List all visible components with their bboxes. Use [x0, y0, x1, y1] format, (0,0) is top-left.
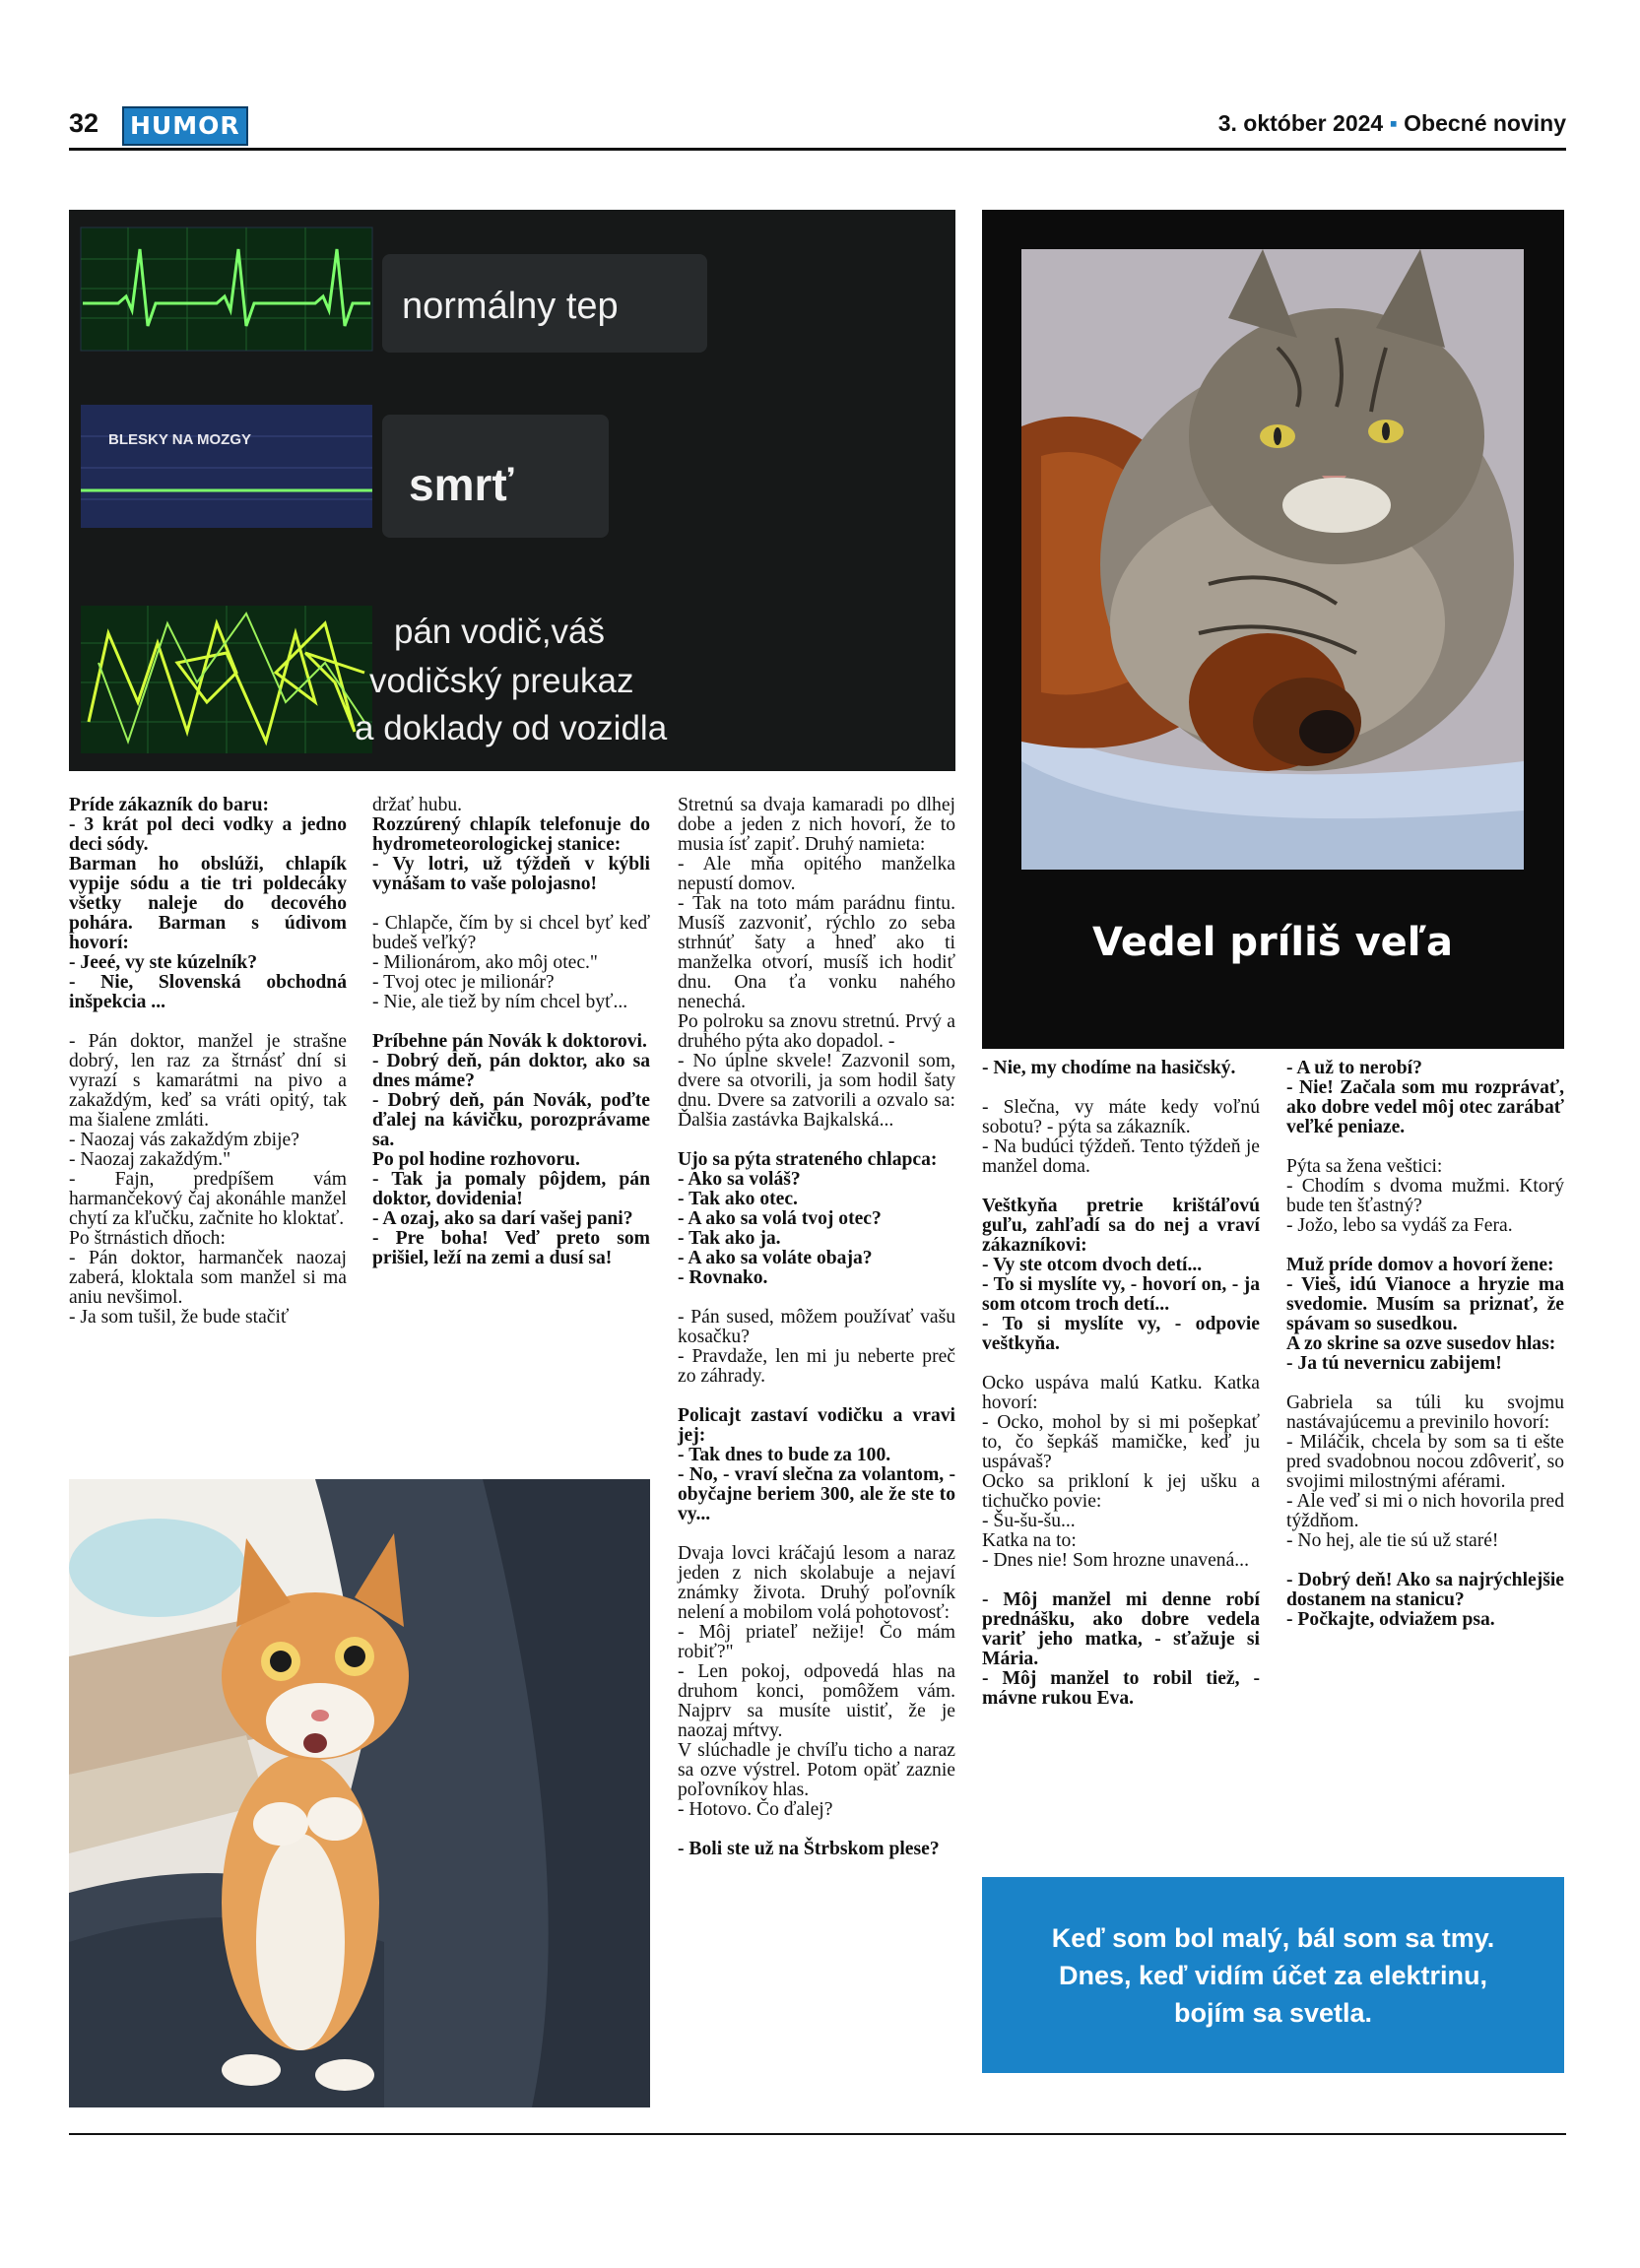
joke-paragraph: - Boli ste už na Štrbskom plese? — [678, 1839, 940, 1859]
joke-paragraph: držať hubu. — [372, 795, 463, 815]
joke-paragraph: - A ozaj, ako sa darí vašej pani? — [372, 1208, 633, 1229]
joke-paragraph: Príde zákazník do baru: — [69, 795, 270, 815]
column-1 — [69, 796, 347, 1328]
joke-paragraph: - Vy ste otcom dvoch detí... — [982, 1255, 1203, 1275]
joke-paragraph: - Tak ja pomaly pôjdem, pán doktor, dovidenia! — [372, 1169, 650, 1209]
ecg-label-driver-3: a doklady od vozidla — [355, 709, 668, 747]
joke-paragraph: - Rovnako. — [678, 1267, 768, 1288]
paragraph-gap — [1286, 1374, 1564, 1393]
joke-paragraph: - Tvoj otec je milionár? — [372, 972, 555, 993]
joke-paragraph: Pýta sa žena veštici: — [1286, 1156, 1443, 1177]
paragraph-gap — [69, 1012, 347, 1032]
joke-paragraph: - Dobrý deň, pán Novák, poďte ďalej na kávičku, porozprávame sa. — [372, 1090, 650, 1150]
joke-paragraph: - Dobrý deň! Ako sa najrýchlejšie dostanem na stanicu? — [1286, 1570, 1564, 1610]
joke-paragraph: - Naozaj vás zakaždým zbije? — [69, 1130, 299, 1150]
column-4 — [982, 1059, 1260, 1709]
dog-cat-poster-image — [982, 210, 1564, 1049]
joke-paragraph: - Slečna, vy máte kedy voľnú sobotu? - pýta sa zákazník. — [982, 1097, 1260, 1137]
joke-paragraph: Gabriela sa túli ku svojmu nastávajúcemu a previnilo hovorí: — [1286, 1393, 1564, 1433]
joke-paragraph: - Hotovo. Čo ďalej? — [678, 1799, 833, 1820]
joke-paragraph: - Môj manžel mi denne robí prednášku, ako dobre vedela variť jeho matka, - sťažuje si Mária. — [982, 1589, 1260, 1669]
joke-paragraph: - To si myslíte vy, - hovorí on, - ja som otcom troch detí... — [982, 1274, 1260, 1315]
quote-box — [982, 1877, 1564, 2073]
paragraph-gap — [982, 1078, 1260, 1098]
joke-paragraph: Po polroku sa znovu stretnú. Prvý a druhého pýta ako dopadol. - — [678, 1011, 955, 1052]
paragraph-gap — [678, 1524, 955, 1544]
joke-paragraph: Muž príde domov a hovorí žene: — [1286, 1255, 1554, 1275]
joke-paragraph: V slúchadle je chvíľu ticho a naraz sa ozve výstrel. Potom opäť zaznie poľovníkov hlas. — [678, 1740, 955, 1800]
joke-paragraph: - Ja tú nevernicu zabijem! — [1286, 1353, 1502, 1374]
joke-paragraph: - Pán sused, môžem používať vašu kosačku? — [678, 1307, 955, 1347]
quote-text — [1052, 1919, 1495, 2032]
joke-paragraph: Ocko sa prikloní k jej ušku a tichučko povie: — [982, 1471, 1260, 1512]
paragraph-gap — [982, 1354, 1260, 1374]
paragraph-gap — [372, 1012, 650, 1032]
paragraph-gap — [678, 1387, 955, 1406]
joke-paragraph: - To si myslíte vy, - odpovie veštkyňa. — [982, 1314, 1260, 1354]
joke-paragraph: - Vy lotri, už týždeň v kýbli vynášam to vaše polojasno! — [372, 854, 650, 894]
header-rule — [69, 148, 1566, 151]
joke-paragraph: - Šu-šu-šu... — [982, 1511, 1076, 1531]
paragraph-gap — [982, 1177, 1260, 1197]
joke-paragraph: - Pán doktor, manžel je strašne dobrý, len raz za štrnásť dní si vyrazí s kamarátmi na pivo a zakaždým, keď sa vráti opitý, tak ma šialene zmláti. — [69, 1031, 347, 1131]
ecg-label-driver-1: pán vodič,váš — [394, 613, 606, 651]
quote-line-2: Dnes, keď vidím účet za elektrinu, — [1058, 1960, 1488, 1990]
ecg-label-death: smrť — [409, 459, 514, 510]
column-5 — [1286, 1059, 1564, 1630]
joke-paragraph: - Ja som tušil, že bude stačiť — [69, 1307, 290, 1328]
paragraph-gap — [1286, 1137, 1564, 1157]
joke-paragraph: Barman ho obslúži, chlapík vypije sódu a tie tri poldecáky všetky naleje do decového pohára. Barman s údivom hovorí: — [69, 854, 347, 953]
joke-paragraph: - Nie, ale tiež by ním chcel byť... — [372, 992, 628, 1012]
paragraph-gap — [678, 1820, 955, 1840]
column-2 — [372, 796, 650, 1268]
dog-cat-caption: Vedel príliš veľa — [1092, 920, 1453, 965]
joke-paragraph: - Na budúci týždeň. Tento týždeň je manžel doma. — [982, 1136, 1260, 1177]
paragraph-gap — [982, 1571, 1260, 1590]
joke-paragraph: - Vieš, idú Vianoce a hryzie ma svedomie. Musím sa priznať, že spávam so susedkou. — [1286, 1274, 1564, 1334]
joke-paragraph: - Pravdaže, len mi ju neberte preč zo záhrady. — [678, 1346, 955, 1387]
joke-paragraph: Dvaja lovci kráčajú lesom a naraz jeden z nich skolabuje a nejaví známky života. Druhý poľovník nelení a mobilom volá pohotovosť: — [678, 1543, 955, 1623]
joke-paragraph: - Nie, my chodíme na hasičský. — [982, 1058, 1236, 1078]
joke-paragraph: Stretnú sa dvaja kamaradi po dlhej dobe a jeden z nich hovorí, že to musia ísť zapiť. Druhý namieta: — [678, 795, 955, 855]
issue-date: 3. október 2024 — [1217, 110, 1384, 136]
joke-paragraph: Ocko uspáva malú Katku. Katka hovorí: — [982, 1373, 1260, 1413]
ecg-meme-image — [69, 210, 955, 771]
paragraph-gap — [372, 894, 650, 914]
joke-paragraph: - Môj manžel to robil tiež, -mávne rukou Eva. — [982, 1668, 1260, 1709]
joke-paragraph: - Pán doktor, harmanček naozaj zaberá, kloktala som manžel si ma aniu nevšimol. — [69, 1248, 347, 1308]
joke-paragraph: - Chodím s dvoma mužmi. Ktorý bude ten šťastný? — [1286, 1176, 1564, 1216]
paragraph-gap — [1286, 1551, 1564, 1571]
joke-paragraph: Po pol hodine rozhovoru. — [372, 1149, 580, 1170]
joke-paragraph: - Milionárom, ako môj otec." — [372, 952, 598, 973]
joke-paragraph: - Jožo, lebo sa vydáš za Fera. — [1286, 1215, 1513, 1236]
joke-paragraph: - 3 krát pol deci vodky a jedno deci sódy. — [69, 814, 347, 855]
joke-paragraph: - Ako sa voláš? — [678, 1169, 801, 1190]
joke-paragraph: Veštkyňa pretrie krištáľovú guľu, zahľadí sa do nej a vraví zákazníkovi: — [982, 1196, 1260, 1256]
paragraph-gap — [678, 1288, 955, 1308]
joke-paragraph: Po štrnástich dňoch: — [69, 1228, 226, 1249]
joke-paragraph: - Dnes nie! Som hrozne unavená... — [982, 1550, 1249, 1571]
joke-paragraph: - Dobrý deň, pán doktor, ako sa dnes máme? — [372, 1051, 650, 1091]
joke-paragraph: - Jeeé, vy ste kúzelník? — [69, 952, 258, 973]
publication-name: Obecné noviny — [1404, 110, 1566, 136]
joke-paragraph: - Počkajte, odviažem psa. — [1286, 1609, 1495, 1630]
joke-paragraph: A zo skrine sa ozve susedov hlas: — [1286, 1333, 1556, 1354]
footer-rule — [69, 2133, 1566, 2135]
joke-paragraph: - Nie! Začala som mu rozprávať, ako dobre vedel môj otec zarábať veľké peniaze. — [1286, 1077, 1564, 1137]
paragraph-gap — [678, 1131, 955, 1150]
column-3 — [678, 796, 955, 1859]
joke-paragraph: Príbehne pán Novák k doktorovi. — [372, 1031, 647, 1052]
page-number: 32 — [69, 108, 99, 138]
joke-paragraph: - Miláčik, chcela by som sa ti ešte pred svadobnou nocou zdôveriť, so svojimi milostnými aférami. — [1286, 1432, 1564, 1492]
joke-paragraph: Policajt zastaví vodičku a vravi jej: — [678, 1405, 955, 1446]
ecg-label-driver-2: vodičský preukaz — [369, 662, 634, 700]
joke-paragraph: - No hej, ale tie sú už staré! — [1286, 1530, 1499, 1551]
joke-paragraph: - Ocko, mohol by si mi pošepkať to, čo šepkáš mamičke, keď ju uspávaš? — [982, 1412, 1260, 1472]
joke-paragraph: - Ale veď si mi o nich hovorila pred týždňom. — [1286, 1491, 1564, 1531]
ecg-label-normal: normálny tep — [402, 286, 619, 327]
joke-paragraph: - Tak ako ja. — [678, 1228, 781, 1249]
joke-paragraph: - A ako sa volá tvoj otec? — [678, 1208, 882, 1229]
joke-paragraph: - Fajn, predpíšem vám harmančekový čaj akonáhle manžel chytí za kľučku, začnite ho kloktať. — [69, 1169, 347, 1229]
joke-paragraph: - A už to nerobí? — [1286, 1058, 1422, 1078]
joke-paragraph: - A ako sa voláte obaja? — [678, 1248, 873, 1268]
quote-line-1: Keď som bol malý, bál som sa tmy. — [1051, 1922, 1495, 1953]
joke-paragraph: Katka na to: — [982, 1530, 1077, 1551]
joke-paragraph: - Tak ako otec. — [678, 1189, 798, 1209]
separator-square: ▪ — [1389, 110, 1398, 136]
joke-paragraph: - Len pokoj, odpovedá hlas na druhom konci, pomôžem vám. Najprv sa musíte uistiť, že je naozaj mŕtvy. — [678, 1661, 955, 1741]
page-header — [69, 106, 1566, 146]
joke-paragraph: - Tak dnes to bude za 100. — [678, 1445, 891, 1465]
section-label: HUMOR — [122, 106, 248, 146]
joke-paragraph: Ujo sa pýta strateného chlapca: — [678, 1149, 938, 1170]
quote-line-3: bojím sa svetla. — [1173, 1997, 1373, 2028]
joke-paragraph: - Ale mňa opitého manželka nepustí domov. — [678, 854, 955, 894]
joke-paragraph: - Naozaj zakaždým." — [69, 1149, 231, 1170]
ecg-watermark: BLESKY NA MOZGY — [108, 431, 252, 448]
joke-paragraph: - No, - vraví slečna za volantom, - obyčajne beriem 300, ale že ste to vy... — [678, 1464, 955, 1524]
joke-paragraph: Rozzúrený chlapík telefonuje do hydrometeorologickej stanice: — [372, 814, 650, 855]
joke-paragraph: - Môj priateľ nežije! Čo mám robiť?" — [678, 1622, 955, 1662]
paragraph-gap — [1286, 1236, 1564, 1256]
dateline — [1218, 110, 1566, 137]
joke-paragraph: - No úplne skvele! Zazvonil som, dvere sa otvorili, ja som hodil šaty dnu. Dvere sa zatvorili a ozvalo sa: Ďalšia zastávka Bajkalská... — [678, 1051, 955, 1131]
joke-paragraph: - Nie, Slovenská obchodná inšpekcia ... — [69, 972, 347, 1012]
joke-paragraph: - Pre boha! Veď preto som prišiel, leží na zemi a dusí sa! — [372, 1228, 650, 1268]
orange-cat-photo — [69, 1479, 650, 2107]
joke-paragraph: - Chlapče, čím by si chcel byť keď budeš veľký? — [372, 913, 650, 953]
joke-paragraph: - Tak na toto mám parádnu fintu. Musíš zazvoniť, rýchlo zo seba strhnúť šaty a hneď ako ti manželka otvorí, musíš ich hodiť dnu. Ona ťa vonku nahého nenechá. — [678, 893, 955, 1012]
